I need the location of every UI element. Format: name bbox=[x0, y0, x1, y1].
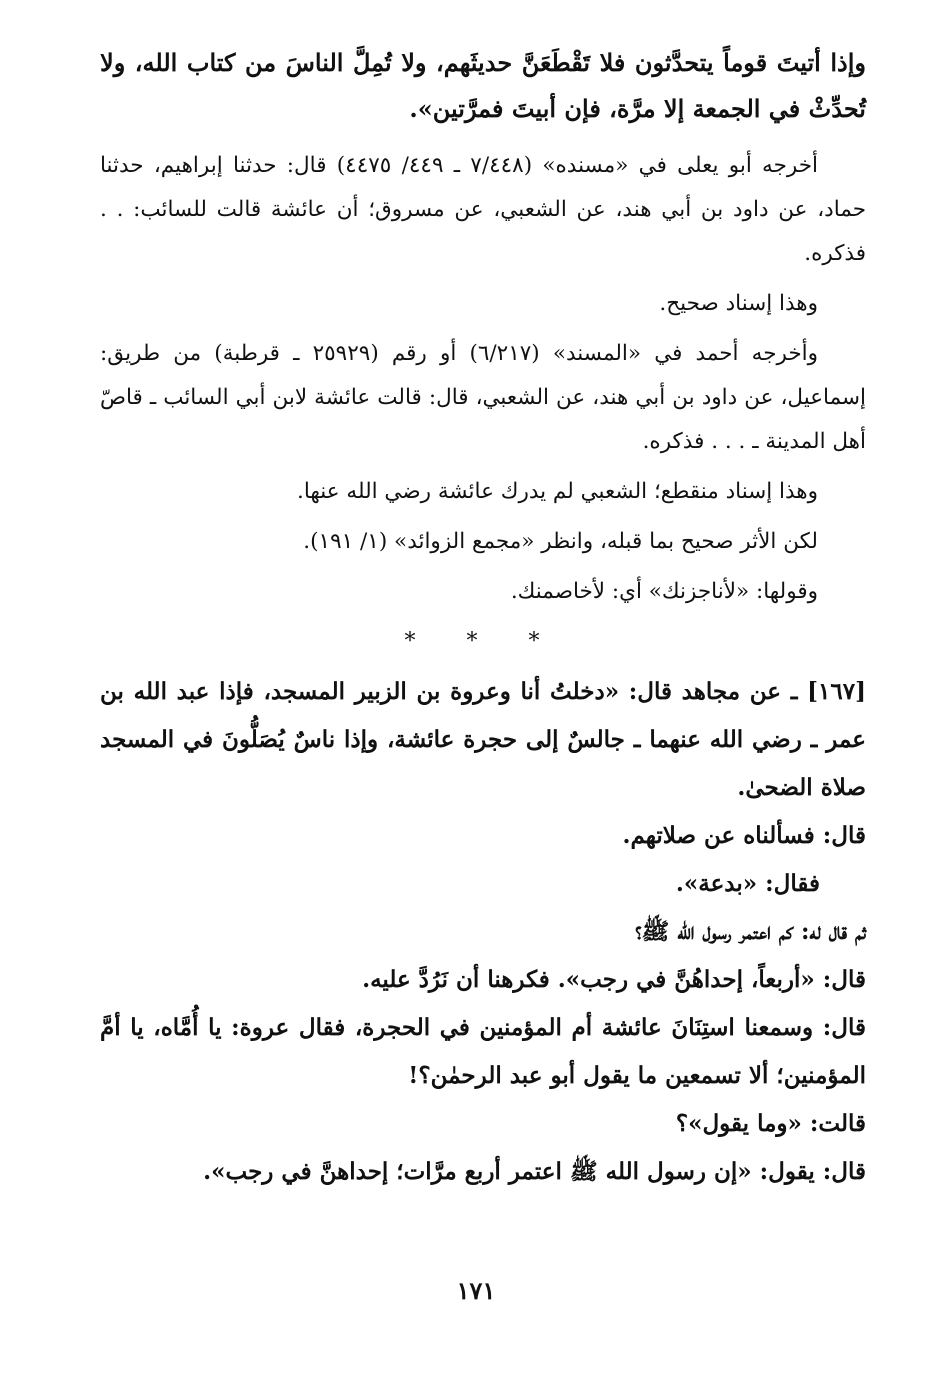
page-body bbox=[100, 40, 866, 1196]
hadith-line: قال: فسألناه عن صلاتهم. bbox=[622, 822, 866, 849]
hadith-line: قالت: «وما يقول»؟ bbox=[675, 1110, 866, 1137]
page-number: ١٧١ bbox=[456, 1276, 496, 1305]
commentary-athar: لكن الأثر صحيح بما قبله، وانظر «مجمع الزوائد» (١/ ١٩١). bbox=[303, 529, 818, 554]
hadith-line: قال: «أربعاً، إحداهُنَّ في رجب». فكرهنا أن نَرُدَّ عليه. bbox=[362, 966, 866, 993]
hadith-line: ثم قال له: كم اعتمر رسول الله ﷺ؟ bbox=[635, 918, 866, 945]
hadith-line: قال: يقول: «إن رسول الله ﷺ اعتمر أربع مرَّات؛ إحداهنَّ في رجب». bbox=[203, 1158, 866, 1185]
section-separator: * * * bbox=[404, 629, 562, 654]
commentary-munqati: وهذا إسناد منقطع؛ الشعبي لم يدرك عائشة رضي الله عنها. bbox=[296, 479, 818, 504]
hadith-intro bbox=[100, 668, 866, 812]
top-quote: وإذا أتيتَ قوماً يتحدَّثون فلا تَقْطَعَنَّ حديثَهم، ولا تُمِلَّ الناسَ من كتاب الله، ولا تُحدِّثْ في الجمعة إلا مرَّة، فإن أبيتَ فمرَّتين». bbox=[100, 48, 866, 123]
hadith-line: قال: وسمعنا استِنَانَ عائشة أم المؤمنين في الحجرة، فقال عروة: يا أُمَّاه، يا أمَّ المؤمنين؛ ألا تسمعين ما يقول أبو عبد الرحمٰن؟! bbox=[100, 1014, 866, 1089]
hadith-intro-text: ـ عن مجاهد قال: «دخلتُ أنا وعروة بن الزبير المسجد، فإذا عبد الله بن عمر ـ رضي الله عنهما ـ جالسٌ إلى حجرة عائشة، وإذا ناسٌ يُصَلُّونَ في المسجد صلاة الضحىٰ. bbox=[100, 678, 866, 801]
hadith-number: [١٦٧] bbox=[807, 678, 866, 705]
commentary-abu-yala: أخرجه أبو يعلى في «مسنده» (٧/٤٤٨ ـ ٤٤٩/ ٤٤٧٥) قال: حدثنا إبراهيم، حدثنا حماد، عن داود بن أبي هند، عن الشعبي، عن مسروق؛ أن عائشة قالت للسائب: . . فذكره. bbox=[100, 153, 866, 266]
hadith-line: فقال: «بدعة». bbox=[675, 870, 820, 897]
commentary-ahmad: وأخرجه أحمد في «المسند» (٦/٢١٧) أو رقم (٢٥٩٢٩ ـ قرطبة) من طريق: إسماعيل، عن داود بن أبي هند، عن الشعبي، قال: قالت عائشة لابن أبي السائب ـ قاصّ أهل المدينة ـ . . . فذكره. bbox=[100, 341, 866, 454]
commentary-sahih: وهذا إسناد صحيح. bbox=[659, 291, 818, 316]
commentary-explanation: وقولها: «لأناجزنك» أي: لأخاصمنك. bbox=[510, 579, 818, 604]
